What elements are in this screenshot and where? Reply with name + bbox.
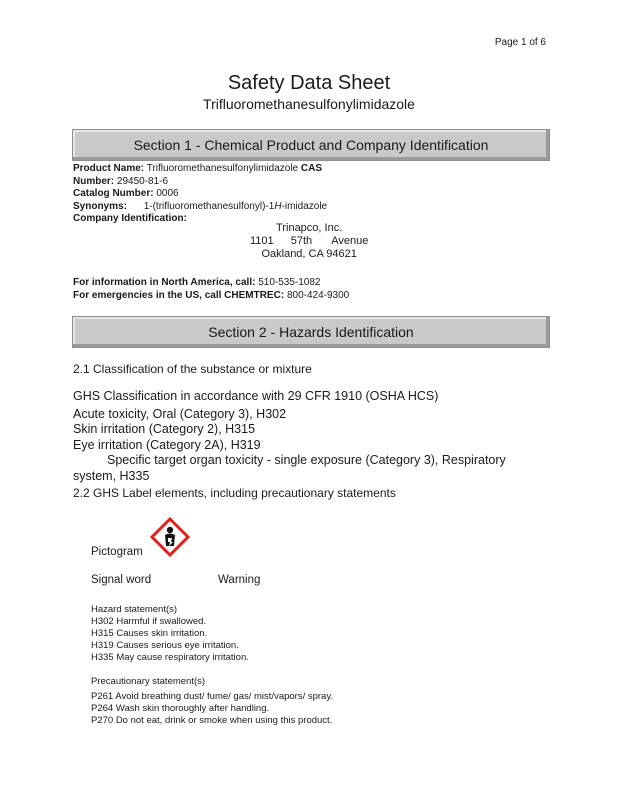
subsection-2-2-title: 2.2 GHS Label elements, including precautionary statements <box>73 486 396 500</box>
product-name-line <box>73 163 373 176</box>
pictogram-label: Pictogram <box>91 546 143 558</box>
info-na-line <box>73 277 349 290</box>
product-info-block <box>73 163 373 226</box>
emergency-label: For emergencies in the US, call CHEMTREC: <box>73 289 285 301</box>
hazard-line: H335 May cause respiratory irritation. <box>91 652 249 663</box>
info-na-phone[interactable]: 510-535-1082 <box>258 277 321 288</box>
precaution-line: P270 Do not eat, drink or smoke when using this product. <box>91 715 333 726</box>
address-city: Oakland, CA 94621 <box>261 248 357 260</box>
synonyms-value <box>144 201 327 212</box>
synonyms-label: Synonyms: <box>73 200 127 212</box>
company-address <box>250 222 368 261</box>
catalog-label: Catalog Number: <box>73 188 154 199</box>
cas-value: 29450-81-6 <box>116 175 169 187</box>
hazard-line: H302 Harmful if swallowed. <box>91 616 207 627</box>
synonyms-value-a: 1-(trifluoromethanesulfonyl)-1 <box>143 200 275 212</box>
address-type: Avenue <box>331 235 369 247</box>
emergency-phone[interactable]: 800-424-9300 <box>286 289 350 301</box>
company-label: Company Identification: <box>73 213 187 224</box>
health-hazard-pictogram-icon <box>150 517 190 557</box>
signal-word-value: Warning <box>218 574 261 586</box>
synonyms-value-b: -imidazole <box>281 200 328 212</box>
hazard-line: H315 Causes skin irritation. <box>91 628 208 639</box>
info-na-label: For information in North America, call: <box>73 277 256 288</box>
section-2-title: Section 2 - Hazards Identification <box>208 324 414 340</box>
cas-label-b: Number: <box>73 175 115 187</box>
address-street: 57th <box>290 235 313 247</box>
class-line: Eye irritation (Category 2A), H319 <box>73 437 261 452</box>
precautionary-statements <box>91 676 333 727</box>
cas-label-a: CAS <box>300 163 323 174</box>
address-number: 1101 <box>250 235 274 247</box>
hazard-statements <box>91 604 249 664</box>
ghs-line: GHS Classification in accordance with 29 CFR 1910 (OSHA HCS) <box>73 389 439 403</box>
document-subtitle: Trifluoromethanesulfonylimidazole <box>203 96 415 112</box>
hazard-heading: Hazard statement(s) <box>91 604 178 615</box>
page-number: Page 1 of 6 <box>494 37 546 48</box>
address-street-line <box>250 235 368 248</box>
product-name-label: Product Name: <box>73 163 145 174</box>
class-line: Acute toxicity, Oral (Category 3), H302 <box>73 406 287 421</box>
document-title: Safety Data Sheet <box>227 72 391 94</box>
synonyms-line <box>73 201 373 214</box>
section-1-title: Section 1 - Chemical Product and Company Identification <box>133 137 489 153</box>
precaution-heading: Precautionary statement(s) <box>91 676 206 687</box>
classification-block <box>73 389 553 484</box>
cas-line <box>73 176 373 189</box>
stot-line-b: system, H335 <box>73 468 150 483</box>
subsection-2-1-title: 2.1 Classification of the substance or mixture <box>73 362 312 376</box>
section-1-header <box>72 129 550 161</box>
section-2-header <box>72 316 550 348</box>
contact-block <box>73 277 349 302</box>
precaution-line: P261 Avoid breathing dust/ fume/ gas/ mist/vapors/ spray. <box>91 691 334 702</box>
hazard-line: H319 Causes serious eye irritation. <box>91 640 239 651</box>
class-line: Skin irritation (Category 2), H315 <box>73 422 256 436</box>
precaution-line: P264 Wash skin thoroughly after handling. <box>91 703 270 714</box>
product-name-value: Trifluoromethanesulfonylimidazole <box>146 163 299 174</box>
signal-word-label: Signal word <box>91 574 152 586</box>
catalog-value: 0006 <box>156 188 179 199</box>
company-name: Trinapco, Inc. <box>276 222 343 234</box>
catalog-line <box>73 188 373 201</box>
emergency-line <box>73 290 349 303</box>
synonyms-value-italic: H <box>274 200 282 212</box>
stot-line-a: Specific target organ toxicity - single exposure (Category 3), Respiratory <box>107 453 506 467</box>
